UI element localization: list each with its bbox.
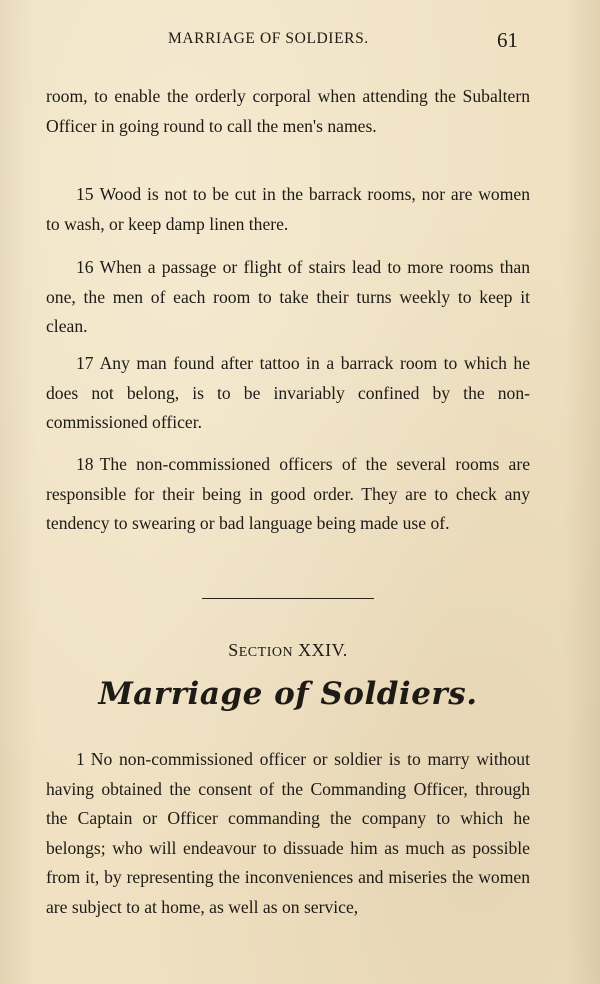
section-label-numeral: XXIV. <box>298 640 348 660</box>
paragraph-number: 16 <box>76 257 94 277</box>
paragraph-18 <box>46 450 530 539</box>
section-divider <box>202 598 374 599</box>
page-number: 61 <box>497 28 518 52</box>
section-title: Marriage of Soldiers. <box>98 676 478 712</box>
section-paragraph-1 <box>46 745 530 922</box>
running-title: MARRIAGE OF SOLDIERS. <box>168 30 369 47</box>
paragraph-17 <box>46 349 530 438</box>
paragraph-15 <box>46 180 530 239</box>
paragraph-continued <box>46 82 530 141</box>
paragraph-text: Wood is not to be cut in the barrack rooms, nor are women to wash, or keep damp linen there. <box>46 184 530 234</box>
paragraph-16 <box>46 253 530 342</box>
section-label <box>0 640 576 661</box>
paragraph-text: The non-commissioned officers of the several rooms are responsible for their being in good order. They are to check any tendency to swearing or bad language being made use of. <box>46 454 530 533</box>
paragraph-text: When a passage or flight of stairs lead to more rooms than one, the men of each room to take their turns weekly to keep it clean. <box>46 257 530 336</box>
paragraph-number: 18 <box>76 454 94 474</box>
paragraph-number: 15 <box>76 184 94 204</box>
section-label-initial: S <box>228 640 239 660</box>
section-label-word: ECTION <box>238 645 294 660</box>
paragraph-number: 17 <box>76 353 94 373</box>
paragraph-text: Any man found after tattoo in a barrack room to which he does not belong, is to be invariably confined by the non-commissioned officer. <box>46 353 530 432</box>
paragraph-number: 1 <box>76 749 85 769</box>
paragraph-text: No non-commissioned officer or soldier is to marry without having obtained the consent of the Commanding Officer, through the Captain or Officer commanding the company to which he belongs; who will endeavour to dissuade him as much as possible from it, by representing the inconveniences and miseries the women are subject to at home, as well as on service, <box>46 749 530 917</box>
paragraph-text: room, to enable the orderly corporal when attending the Subaltern Officer in going round to call the men's names. <box>46 86 530 136</box>
